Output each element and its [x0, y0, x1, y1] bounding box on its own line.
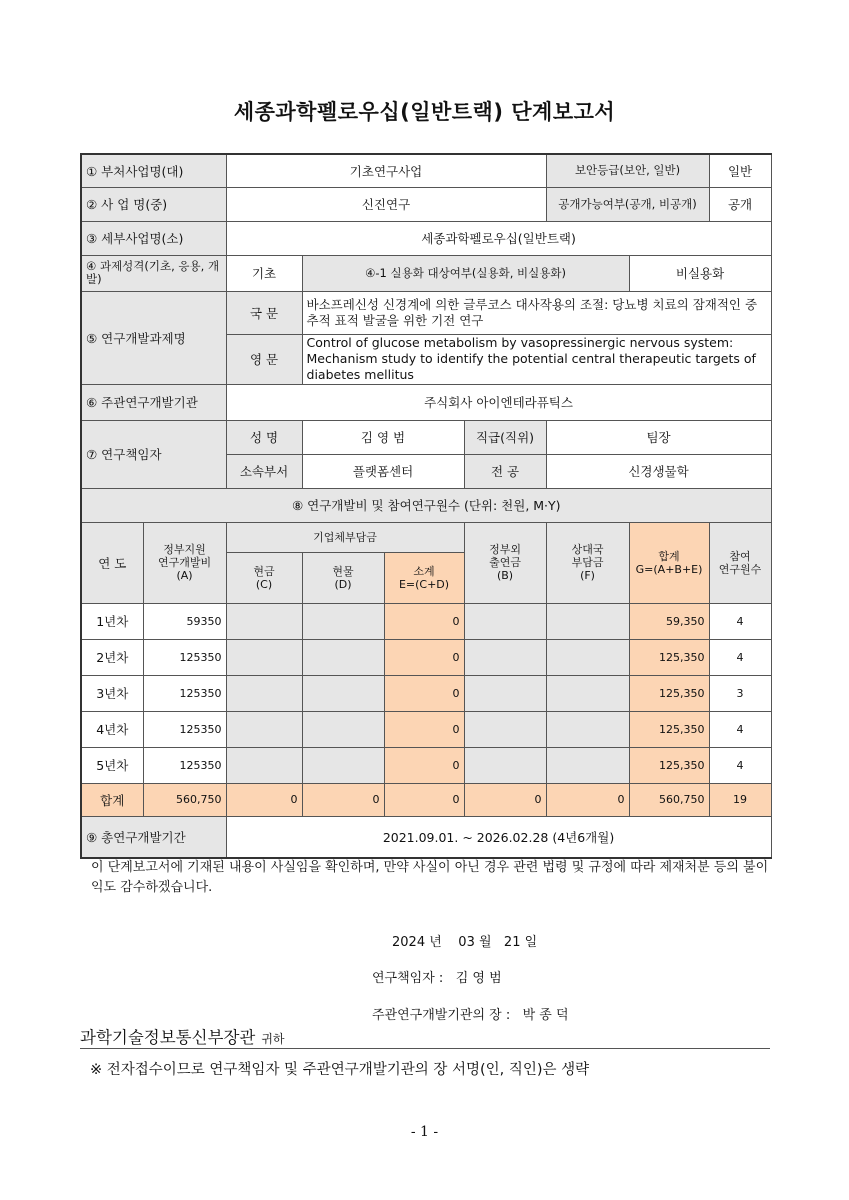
value-total-period: 2021.09.01. ~ 2026.02.28 (4년6개월) [226, 816, 771, 858]
cell-in-kind [302, 711, 384, 747]
cell-gov: 125350 [143, 747, 226, 783]
value-commercialization: 비실용화 [629, 255, 771, 291]
cell-year: 5년차 [81, 747, 143, 783]
label-english-title: 영 문 [226, 334, 302, 384]
cell-nongov [464, 675, 546, 711]
table-sum-row [81, 783, 771, 816]
label-position: 직급(직위) [464, 420, 546, 454]
cell-subtotal: 0 [384, 639, 464, 675]
cell-gov: 59350 [143, 603, 226, 639]
cell-cash [226, 711, 302, 747]
value-ministry-program: 기초연구사업 [226, 154, 546, 187]
label-disclosure: 공개가능여부(공개, 비공개) [546, 187, 709, 221]
page-number: - 1 - [410, 1124, 439, 1140]
label-program-name: ② 사 업 명(중) [81, 187, 226, 221]
cell-cash [226, 639, 302, 675]
cell-in-kind: 0 [302, 783, 384, 816]
divider [80, 1048, 770, 1049]
cell-subtotal: 0 [384, 603, 464, 639]
cell-gov: 125350 [143, 711, 226, 747]
cell-researchers: 3 [709, 675, 771, 711]
cell-year: 3년차 [81, 675, 143, 711]
table-row [81, 603, 771, 639]
value-major: 신경생물학 [546, 454, 771, 488]
cell-in-kind [302, 747, 384, 783]
cell-researchers: 4 [709, 603, 771, 639]
label-total-period: ⑨ 총연구개발기간 [81, 816, 226, 858]
cell-total: 125,350 [629, 639, 709, 675]
cell-cash [226, 603, 302, 639]
cell-counterpart [546, 711, 629, 747]
header-gov-funding: 정부지원 연구개발비 (A) [143, 522, 226, 603]
value-korean-title: 바소프레신성 신경계에 의한 글루코스 대사작용의 조절: 당뇨병 치료의 잠재적인 중추적 표적 발굴을 위한 기전 연구 [302, 291, 771, 334]
cell-counterpart [546, 675, 629, 711]
institution-head-signature-line: 주관연구개발기관의 장 : 박 종 덕 [372, 1008, 569, 1023]
cell-subtotal: 0 [384, 783, 464, 816]
label-department: 소속부서 [226, 454, 302, 488]
label-commercialization: ④-1 실용화 대상여부(실용화, 비실용화) [302, 255, 629, 291]
header-researchers: 참여 연구원수 [709, 522, 771, 603]
cell-nongov [464, 747, 546, 783]
header-company-share: 기업체부담금 [226, 522, 464, 552]
header-year: 연 도 [81, 522, 143, 603]
cell-in-kind [302, 603, 384, 639]
cell-gov: 125350 [143, 675, 226, 711]
cell-gov: 125350 [143, 639, 226, 675]
value-english-title: Control of glucose metabolism by vasopressinergic nervous system: Mechanism study to identify the potential central therapeutic targets of diabetes mellitus [302, 334, 771, 384]
cell-researchers: 19 [709, 783, 771, 816]
value-disclosure: 공개 [709, 187, 771, 221]
cell-counterpart: 0 [546, 783, 629, 816]
cell-counterpart [546, 603, 629, 639]
report-form-table [80, 153, 772, 859]
recipient-name: 과학기술정보통신부장관 [80, 1028, 256, 1047]
cell-total: 125,350 [629, 711, 709, 747]
cell-year: 1년차 [81, 603, 143, 639]
value-program-name: 신진연구 [226, 187, 546, 221]
cell-year: 4년차 [81, 711, 143, 747]
cell-subtotal: 0 [384, 675, 464, 711]
header-counterpart-share: 상대국 부담금 (F) [546, 522, 629, 603]
cell-cash: 0 [226, 783, 302, 816]
cell-researchers: 4 [709, 639, 771, 675]
header-subtotal: 소계 E=(C+D) [384, 552, 464, 603]
signature-omission-note: ※ 전자접수이므로 연구책임자 및 주관연구개발기관의 장 서명(인, 직인)은 생략 [90, 1062, 590, 1078]
header-in-kind: 현물 (D) [302, 552, 384, 603]
label-sub-program: ③ 세부사업명(소) [81, 221, 226, 255]
value-name: 김 영 범 [302, 420, 464, 454]
value-project-type: 기초 [226, 255, 302, 291]
cell-nongov [464, 639, 546, 675]
table-row [81, 711, 771, 747]
cell-year: 합계 [81, 783, 143, 816]
value-lead-institution: 주식회사 아이엔테라퓨틱스 [226, 384, 771, 420]
cell-nongov: 0 [464, 783, 546, 816]
cell-cash [226, 747, 302, 783]
label-security-level: 보안등급(보안, 일반) [546, 154, 709, 187]
table-row [81, 675, 771, 711]
cell-in-kind [302, 675, 384, 711]
label-lead-institution: ⑥ 주관연구개발기관 [81, 384, 226, 420]
label-name: 성 명 [226, 420, 302, 454]
table-row [81, 639, 771, 675]
report-date: 2024 년 03 월 21 일 [392, 935, 538, 950]
label-korean-title: 국 문 [226, 291, 302, 334]
cell-researchers: 4 [709, 747, 771, 783]
recipient [80, 1024, 285, 1048]
label-project-type: ④ 과제성격(기초, 응용, 개발) [81, 255, 226, 291]
value-security-level: 일반 [709, 154, 771, 187]
cell-year: 2년차 [81, 639, 143, 675]
label-principal-investigator: ⑦ 연구책임자 [81, 420, 226, 488]
budget-section-title: ⑧ 연구개발비 및 참여연구원수 (단위: 천원, M·Y) [81, 488, 771, 522]
cell-subtotal: 0 [384, 711, 464, 747]
cell-counterpart [546, 747, 629, 783]
cell-total: 560,750 [629, 783, 709, 816]
table-row [81, 747, 771, 783]
document-title: 세종과학펠로우십(일반트랙) 단계보고서 [233, 100, 616, 124]
cell-cash [226, 675, 302, 711]
header-total: 합계 G=(A+B+E) [629, 522, 709, 603]
researcher-signature-line: 연구책임자 : 김 영 범 [372, 971, 502, 986]
cell-researchers: 4 [709, 711, 771, 747]
value-department: 플랫폼센터 [302, 454, 464, 488]
cell-gov: 560,750 [143, 783, 226, 816]
declaration-text: 이 단계보고서에 기재된 내용이 사실임을 확인하며, 만약 사실이 아닌 경우 관련 법령 및 규정에 따라 제재처분 등의 불이익도 감수하겠습니다. [91, 860, 769, 895]
cell-total: 59,350 [629, 603, 709, 639]
header-nongov-funding: 정부외 출연금 (B) [464, 522, 546, 603]
label-ministry-program: ① 부처사업명(대) [81, 154, 226, 187]
cell-counterpart [546, 639, 629, 675]
recipient-suffix: 귀하 [261, 1032, 285, 1046]
cell-in-kind [302, 639, 384, 675]
cell-nongov [464, 711, 546, 747]
cell-total: 125,350 [629, 675, 709, 711]
cell-total: 125,350 [629, 747, 709, 783]
value-position: 팀장 [546, 420, 771, 454]
value-sub-program: 세종과학펠로우십(일반트랙) [226, 221, 771, 255]
header-cash: 현금 (C) [226, 552, 302, 603]
cell-subtotal: 0 [384, 747, 464, 783]
label-project-title: ⑤ 연구개발과제명 [81, 291, 226, 384]
cell-nongov [464, 603, 546, 639]
label-major: 전 공 [464, 454, 546, 488]
